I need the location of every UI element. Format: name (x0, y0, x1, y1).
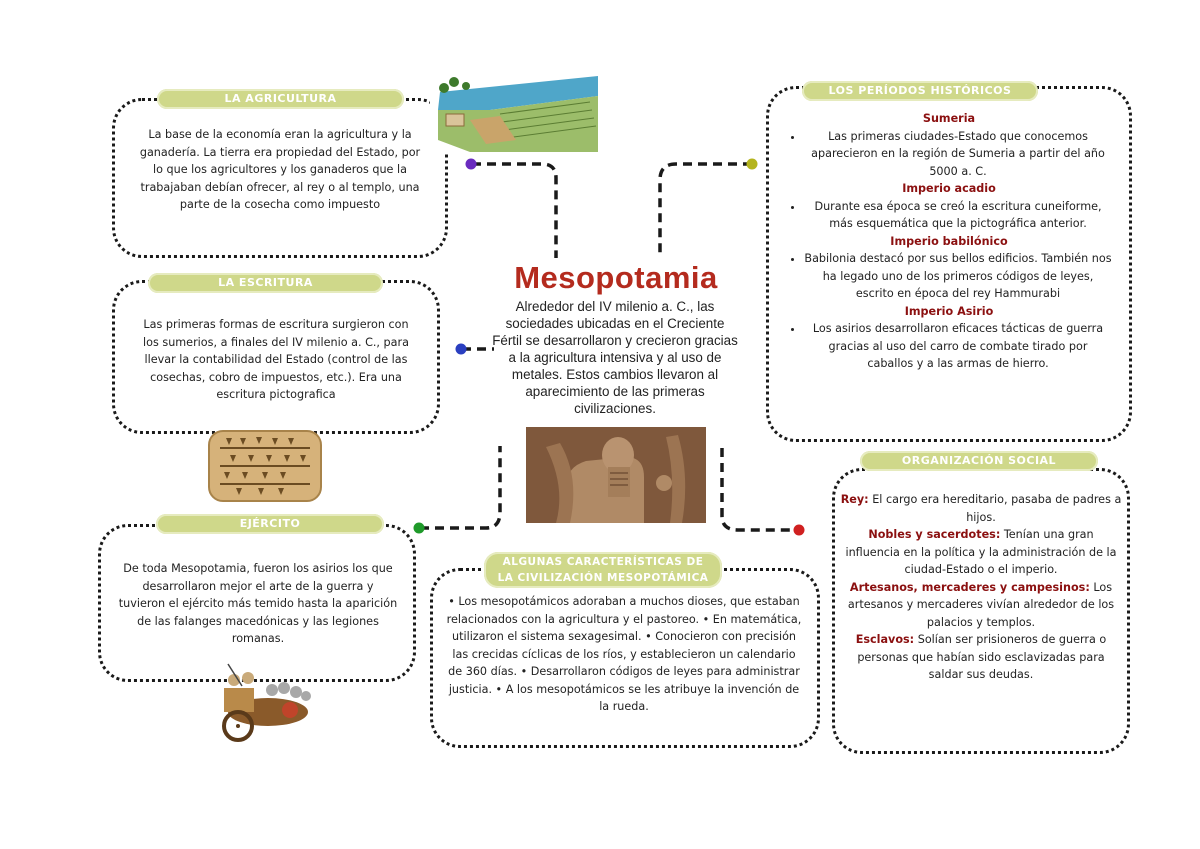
org-term: Esclavos: (855, 633, 915, 646)
periodos-content (786, 110, 1112, 373)
main-title: Mesopotamia (514, 260, 718, 295)
periodo-text: • Babilonia destacó por sus bellos edificios. También nos ha legado uno de los primeros códigos de leyes, escrito en época del rey Hammurabi (804, 250, 1112, 303)
caracteristicas-text: • Los mesopotámicos adoraban a muchos dioses, que estaban relacionados con la agricultura y el pastoreo. • En matemática, utilizaron el sistema sexagesimal. • Conocieron con precisión las crecidas cíclicas de los ríos, y establecieron un calendario de 360 días. • Desarrollaron códigos de leyes para administrar justicia. • A los mesopotámicos se les atribuye la invención de la rueda. (446, 595, 802, 713)
agricultura-label: LA AGRICULTURA (157, 89, 404, 109)
org-term: Artesanos, mercaderes y campesinos: (849, 580, 1090, 594)
connector-periodos (660, 164, 752, 258)
periodo-heading: Imperio Asirio (904, 304, 994, 318)
org-term: Rey: (840, 493, 869, 506)
caracteristicas-label-line1: ALGUNAS CARACTERÍSTICAS DE (502, 556, 704, 568)
escritura-text: Las primeras formas de escritura surgieron con los sumerios, a finales del IV milenio a. C., para llevar la contabilidad del Estado (control de las cosechas, cobro de impuestos, etc.). Era una escritura pictografica (143, 318, 409, 401)
ejercito-text: De toda Mesopotamia, fueron los asirios los que desarrollaron mejor el arte de la guerra y tuvieron el ejército más temido hasta la aparición de las falanges macedónicas y las legiones romanas. (118, 562, 398, 645)
node-purple (466, 159, 477, 170)
escritura-label: LA ESCRITURA (148, 273, 383, 293)
organizacion-label: ORGANIZACIÓN SOCIAL (860, 451, 1098, 471)
node-blue (456, 344, 467, 355)
node-red (794, 525, 805, 536)
periodo-text: • Los asirios desarrollaron eficaces tácticas de guerra gracias al uso del carro de combate tirado por caballos y a las armas de hierro. (804, 320, 1112, 373)
organizacion-content (840, 491, 1122, 684)
org-text: Tenían una gran influencia en la política y la administración de la ciudad-Estado o el imperio. (845, 528, 1117, 576)
periodos-label: LOS PERÍODOS HISTÓRICOS (802, 81, 1038, 101)
ejercito-label: EJÉRCITO (156, 514, 384, 534)
org-text: Solían ser prisioneros de guerra o personas que habían sido esclavizadas para saldar sus deudas. (857, 633, 1107, 681)
center-text: Alrededor del IV milenio a. C., las sociedades ubicadas en el Creciente Fértil se desarrollaron y crecieron gracias a la agricultura intensiva y al uso de metales. Estos cambios llevaron al aparecimiento de las primeras civilizaciones. (492, 299, 738, 416)
assyrian-relief-illustration (526, 427, 706, 523)
chariot-illustration (198, 660, 328, 744)
org-item (840, 579, 1122, 632)
periodo-heading: Imperio acadio (902, 182, 996, 195)
cuneiform-tablet-illustration (206, 428, 324, 504)
connector-organizacion (722, 448, 798, 530)
org-text: Los artesanos y mercaderes vivían alrededor de los palacios y templos. (847, 580, 1115, 629)
org-item (840, 491, 1122, 526)
node-green (414, 523, 425, 534)
org-item (840, 526, 1122, 579)
agricultura-text: La base de la economía eran la agricultura y la ganadería. La tierra era propiedad del Estado, por lo que los agricultores y los ganaderos que la trabajaban debían ofrecer, al rey o al templo, una parte de la cosecha como impuesto (139, 128, 421, 211)
node-olive (747, 159, 758, 170)
org-term: Nobles y sacerdotes: (868, 528, 1001, 541)
periodo-heading: Imperio babilónico (890, 234, 1008, 248)
periodo-heading: Sumeria (922, 112, 976, 125)
caracteristicas-label (484, 552, 722, 588)
periodo-text: • Las primeras ciudades-Estado que conocemos aparecieron en la región de Sumeria a partir del año 5000 a. C. (804, 128, 1112, 181)
org-text: El cargo era hereditario, pasaba de padres a hijos. (868, 493, 1122, 524)
caracteristicas-label-line2: LA CIVILIZACIÓN MESOPOTÁMICA (497, 572, 709, 584)
connector-agricultura (472, 164, 556, 258)
periodo-text: • Durante esa época se creó la escritura cuneiforme, más esquemática que la pictográfica anterior. (804, 198, 1112, 233)
field-illustration (430, 70, 600, 152)
org-item (840, 631, 1122, 684)
connector-ejercito (420, 446, 500, 528)
